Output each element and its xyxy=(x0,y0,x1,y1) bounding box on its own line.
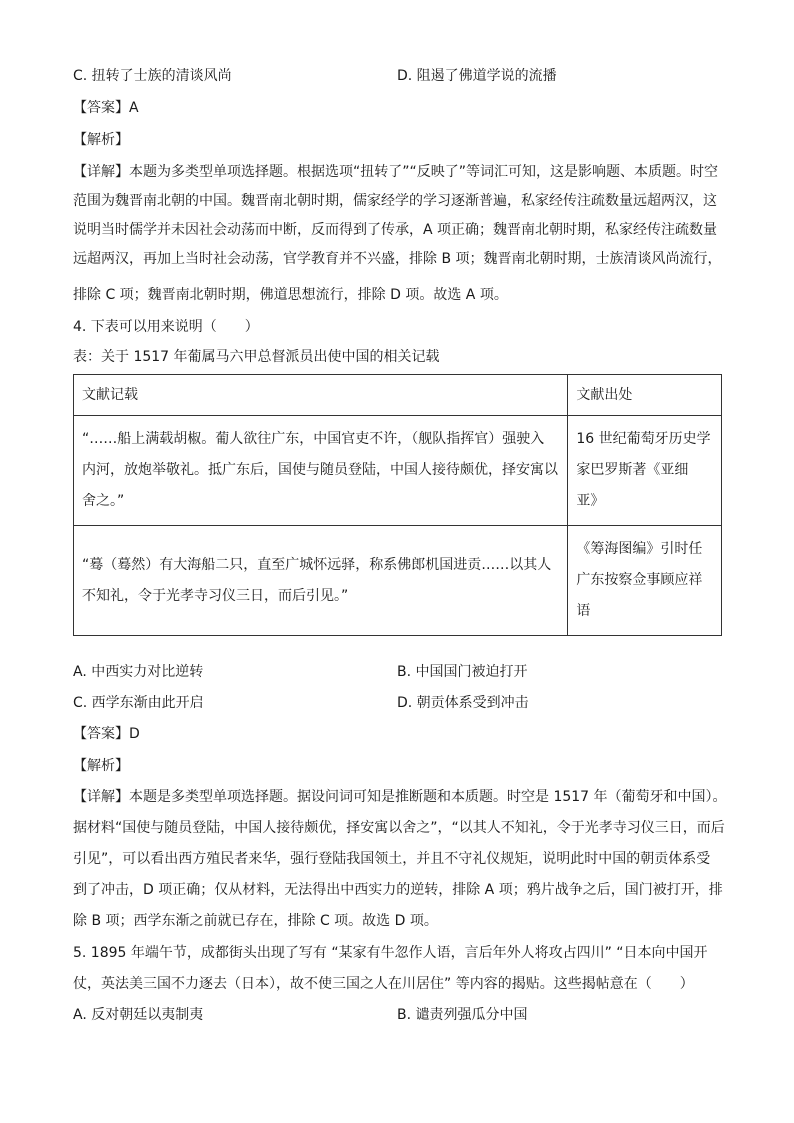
q4-detail-line: 到了冲击，D 项正确；仅从材料，无法得出中西实力的逆转，排除 A 项；鸦片战争之后，国门被打开，排 xyxy=(73,882,723,898)
q5-option-a: A. 反对朝廷以夷制夷 xyxy=(73,1007,204,1023)
q3-analysis-label: 【解析】 xyxy=(73,132,129,148)
record-line: 内河，放炮举敬礼。抵广东后，国使与随员登陆，中国人接待颇优，择安寓以 xyxy=(82,462,558,478)
q3-detail-line: 远超两汉，再加上当时社会动荡，官学教育并不兴盛，排除 B 项；魏晋南北朝时期，士族清谈风尚流行， xyxy=(73,251,722,267)
q3-option-c: C. 扭转了士族的清谈风尚 xyxy=(73,68,232,84)
q4-option-c: C. 西学东渐由此开启 xyxy=(73,695,204,711)
q3-detail-line: 排除 C 项；魏晋南北朝时期，佛道思想流行，排除 D 项。故选 A 项。 xyxy=(73,287,508,303)
record-line: “……船上满载胡椒。葡人欲往广东，中国官吏不许，（舰队指挥官）强驶入 xyxy=(82,431,545,447)
source-line: 广东按察佥事顾应祥 xyxy=(576,572,703,588)
q4-detail-line: 【详解】本题是多类型单项选择题。据设问词可知是推断题和本质题。时空是 1517 年（葡萄牙和中国）。 xyxy=(73,789,727,805)
table-row xyxy=(74,416,722,526)
q4-table-caption: 表：关于 1517 年葡属马六甲总督派员出使中国的相关记载 xyxy=(73,349,440,365)
source-line: 16 世纪葡萄牙历史学 xyxy=(576,431,711,447)
record-line: 不知礼，令于光孝寺习仪三日，而后引见。” xyxy=(82,587,349,604)
table-cell-record xyxy=(74,526,568,636)
q3-detail-line: 说明当时儒学并未因社会动荡而中断，反而得到了传承，A 项正确；魏晋南北朝时期，私家经传注疏数量 xyxy=(73,222,718,238)
table-row xyxy=(74,526,722,636)
q4-stem: 4. 下表可以用来说明（ ） xyxy=(73,319,259,335)
q4-analysis-label: 【解析】 xyxy=(73,758,129,774)
q4-answer: 【答案】D xyxy=(73,726,140,742)
q5-stem-line: 5. 1895 年端午节，成都街头出现了写有 “某家有牛忽作人语，言后年外人将攻占四川” “日本向中国开 xyxy=(73,945,708,961)
q4-detail-line: 除 B 项；西学东渐之前就已存在，排除 C 项。故选 D 项。 xyxy=(73,913,438,929)
source-line: 家巴罗斯著《亚细 xyxy=(576,462,689,478)
table-cell-source xyxy=(568,416,722,526)
table-header-source: 文献出处 xyxy=(568,375,722,416)
table-cell-record xyxy=(74,416,568,526)
source-line: 亚》 xyxy=(576,493,605,509)
table-cell-source xyxy=(568,526,722,636)
table-header-record: 文献记载 xyxy=(74,375,568,416)
q4-option-a: A. 中西实力对比逆转 xyxy=(73,664,204,680)
q4-records-table xyxy=(73,374,722,636)
record-line: 舍之。” xyxy=(82,493,125,509)
record-line: “蓦（蓦然）有大海船二只，直至广城怀远驿，称系佛郎机国进贡……以其人 xyxy=(82,556,552,573)
source-line: 语 xyxy=(576,603,591,619)
q3-detail-line: 【详解】本题为多类型单项选择题。根据选项“扭转了”“反映了”等词汇可知，这是影响题、本质题。时空 xyxy=(73,164,719,180)
q4-detail-line: 据材料“国使与随员登陆，中国人接待颇优，择安寓以舍之”，“以其人不知礼，令于光孝寺习仪三日，而后 xyxy=(73,820,725,836)
q4-option-d: D. 朝贡体系受到冲击 xyxy=(397,695,529,711)
q3-option-d: D. 阻遏了佛道学说的流播 xyxy=(397,68,557,84)
q3-detail-line: 范围为魏晋南北朝的中国。魏晋南北朝时期，儒家经学的学习逐渐普遍，私家经传注疏数量远超两汉，这 xyxy=(73,193,717,209)
table-header-row xyxy=(74,375,722,416)
q5-stem-line: 仗，英法美三国不力逐去（日本），故不使三国之人在川居住” 等内容的揭贴。这些揭帖意在（ ） xyxy=(73,976,694,992)
q5-option-b: B. 谴责列强瓜分中国 xyxy=(397,1007,528,1023)
q3-answer: 【答案】A xyxy=(73,100,139,116)
q4-detail-line: 引见”，可以看出西方殖民者来华，强行登陆我国领土，并且不守礼仪规矩，说明此时中国的朝贡体系受 xyxy=(73,851,711,867)
source-line: 《筹海图编》引时任 xyxy=(576,541,703,557)
q4-option-b: B. 中国国门被迫打开 xyxy=(397,664,528,680)
